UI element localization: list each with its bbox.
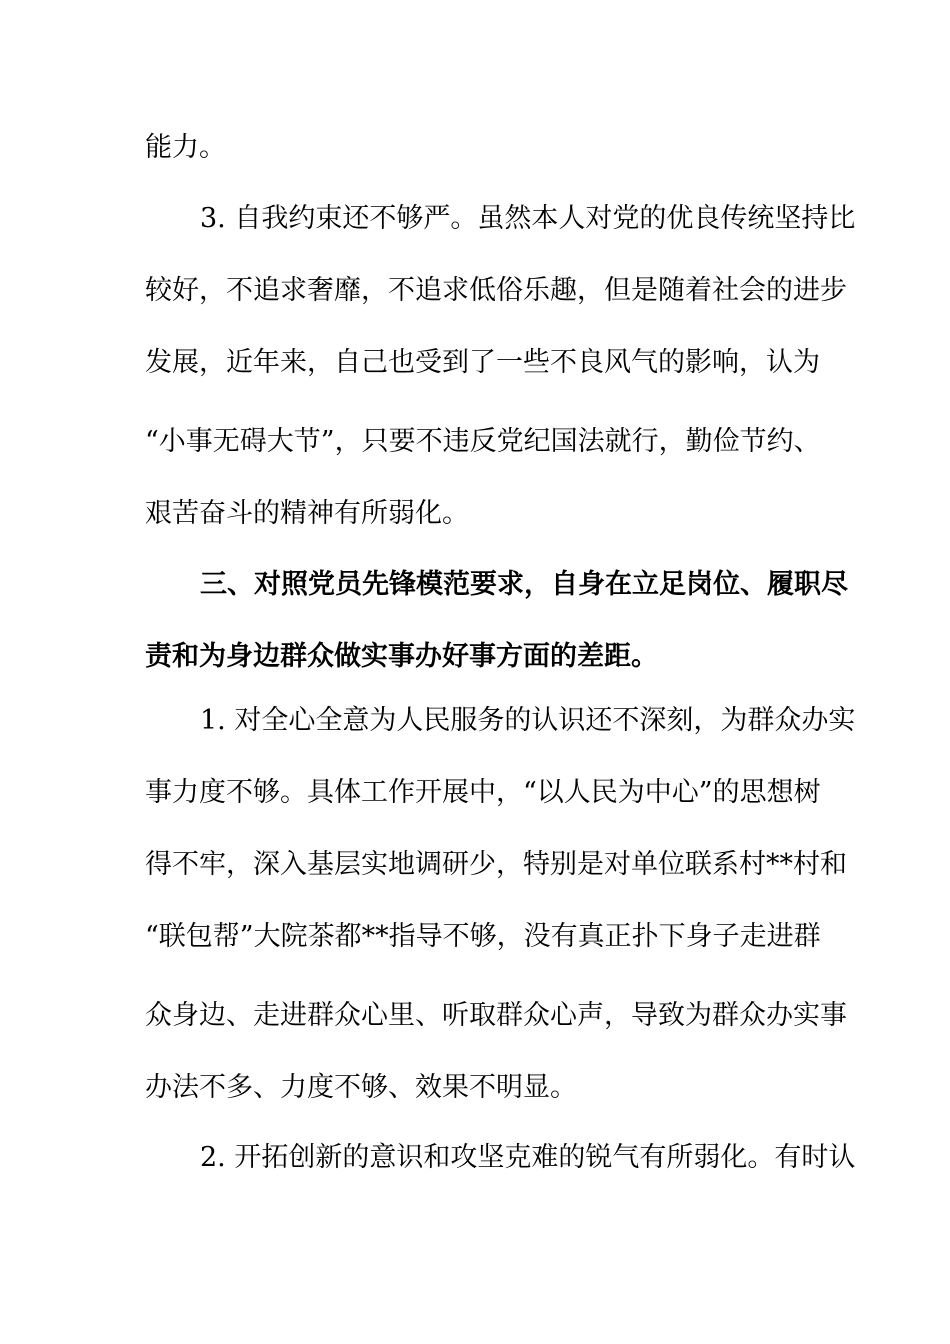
paragraph-line: 1. 对全心全意为人民服务的认识还不深刻，为群众办实 [200, 705, 856, 736]
paragraph-line: 2. 开拓创新的意识和攻坚克难的锐气有所弱化。有时认 [200, 1142, 856, 1173]
paragraph-line: “小事无碍大节”，只要不违反党纪国法就行，勤俭节约、 [145, 426, 821, 457]
section-heading-line: 责和为身边群众做实事办好事方面的差距。 [145, 641, 658, 672]
paragraph-line: 3. 自我约束还不够严。虽然本人对党的优良传统坚持比 [200, 203, 856, 234]
paragraph-line: “联包帮”大院茶都**指导不够，没有真正扑下身子走进群 [145, 921, 821, 952]
paragraph-line: 艰苦奋斗的精神有所弱化。 [145, 498, 469, 529]
paragraph-line: 众身边、走进群众心里、听取群众心声，导致为群众办实事 [145, 1000, 847, 1031]
paragraph-line: 发展，近年来，自己也受到了一些不良风气的影响，认为 [145, 347, 820, 378]
section-heading-line: 三、对照党员先锋模范要求，自身在立足岗位、履职尽 [200, 569, 848, 600]
paragraph-line: 事力度不够。具体工作开展中，“以人民为中心”的思想树 [145, 777, 821, 808]
paragraph-line: 得不牢，深入基层实地调研少，特别是对单位联系村**村和 [145, 849, 847, 880]
paragraph-line: 办法不多、力度不够、效果不明显。 [145, 1072, 577, 1103]
paragraph-line: 能力。 [145, 132, 226, 163]
paragraph-line: 较好，不追求奢靡，不追求低俗乐趣，但是随着社会的进步 [145, 275, 847, 306]
